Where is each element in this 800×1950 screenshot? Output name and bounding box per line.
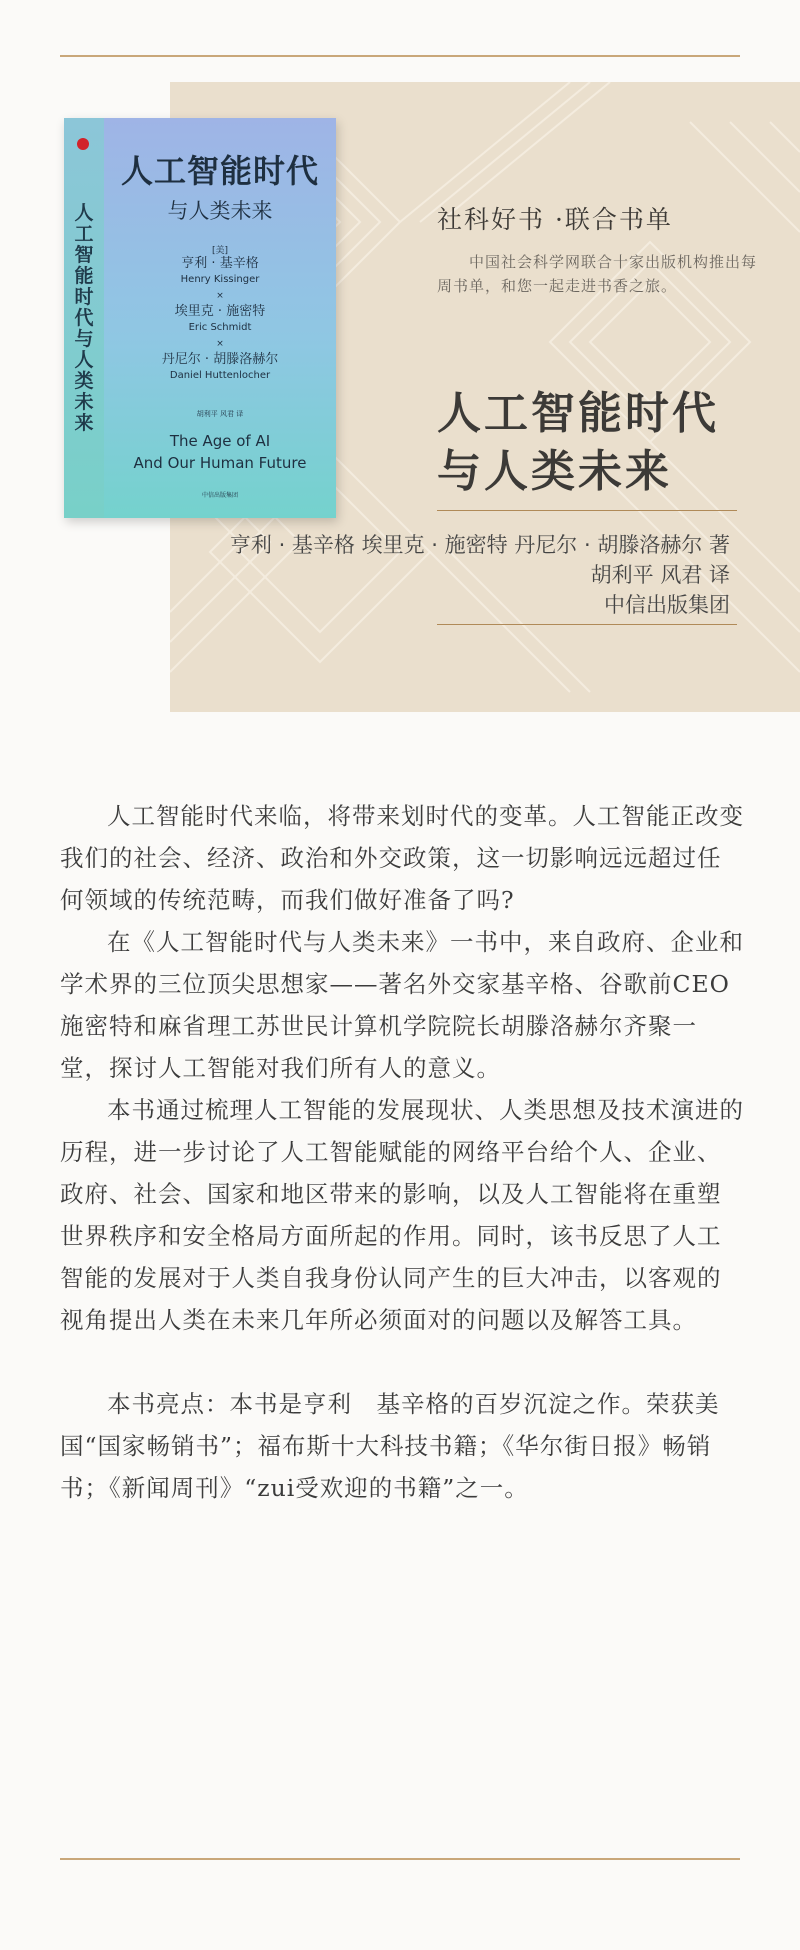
cover-english-title-line1: The Age of AI [169, 432, 271, 450]
cover-author-en: Eric Schmidt [188, 322, 252, 333]
book-credits [230, 530, 730, 620]
cover-authors [104, 256, 336, 384]
paragraph: 本书通过梳理人工智能的发展现状、人类思想及技术演进的历程，进一步讨论了人工智能赋能的网络平台给个人、企业、政府、社会、国家和地区带来的影响，以及人工智能将在重塑世界秩序和安全格局方面所起的作用。同时，该书反思了人工智能的发展对于人类自我身份认同产生的巨大冲击，以客观的视角提出人类在未来几年所必须面对的问题以及解答工具。 [60, 1096, 744, 1334]
authors: 亨利 · 基辛格 埃里克 · 施密特 丹尼尔 · 胡滕洛赫尔 著 [229, 533, 730, 557]
banner-separator [437, 624, 737, 625]
book-title-line2: 与人类未来 [437, 446, 672, 497]
spine-title: 人工智能时代与人类未来 [74, 202, 94, 434]
cover-english-title [104, 430, 336, 474]
banner-separator [437, 510, 737, 511]
cover-author-en: Daniel Huttenlocher [169, 370, 271, 381]
bottom-divider [60, 1858, 740, 1860]
cover-nation-mark: [美] [211, 246, 229, 256]
paragraph: 人工智能时代来临，将带来划时代的变革。人工智能正改变我们的社会、经济、政治和外交政策，这一切影响远远超过任何领域的传统范畴，而我们做好准备了吗? [60, 802, 744, 914]
paragraph-highlights: 本书亮点：本书是亨利 基辛格的百岁沉淀之作。荣获美国“国家畅销书”；福布斯十大科技书籍；《华尔街日报》畅销书；《新闻周刊》“zui受欢迎的书籍”之一。 [60, 1390, 720, 1502]
article-body [60, 795, 744, 1509]
cover-author: 亨利 · 基辛格 [181, 256, 259, 271]
paragraph: 在《人工智能时代与人类未来》一书中，来自政府、企业和学术界的三位顶尖思想家——著名外交家基辛格、谷歌前CEO施密特和麻省理工苏世民计算机学院院长胡滕洛赫尔齐聚一堂，探讨人工智能对我们所有人的意义。 [60, 928, 744, 1082]
top-divider [60, 55, 740, 57]
book-spine [64, 118, 104, 518]
cover-english-title-line2: And Our Human Future [133, 454, 307, 472]
series-title: 社科好书 ·联合书单 [437, 205, 673, 234]
book-title-line1: 人工智能时代 [437, 388, 719, 439]
cover-separator: × [216, 291, 224, 301]
book-cover-image [64, 118, 336, 518]
book-title [437, 385, 719, 501]
cover-author-en: Henry Kissinger [180, 274, 260, 285]
publisher: 中信出版集团 [604, 593, 730, 617]
cover-author: 丹尼尔 · 胡滕洛赫尔 [161, 352, 279, 367]
cover-separator: × [216, 339, 224, 349]
cover-publisher: 中信出版集团 [201, 492, 238, 499]
cover-translators: 胡利平 风君 译 [196, 410, 244, 418]
cover-author: 埃里克 · 施密特 [174, 304, 266, 319]
publisher-logo-icon [77, 138, 89, 150]
cover-subtitle: 与人类未来 [167, 199, 273, 223]
series-subtitle: 中国社会科学网联合十家出版机构推出每周书单，和您一起走进书香之旅。 [437, 253, 758, 295]
cover-title: 人工智能时代 [120, 152, 319, 190]
translators: 胡利平 风君 译 [590, 563, 730, 587]
book-front-cover [104, 118, 336, 518]
